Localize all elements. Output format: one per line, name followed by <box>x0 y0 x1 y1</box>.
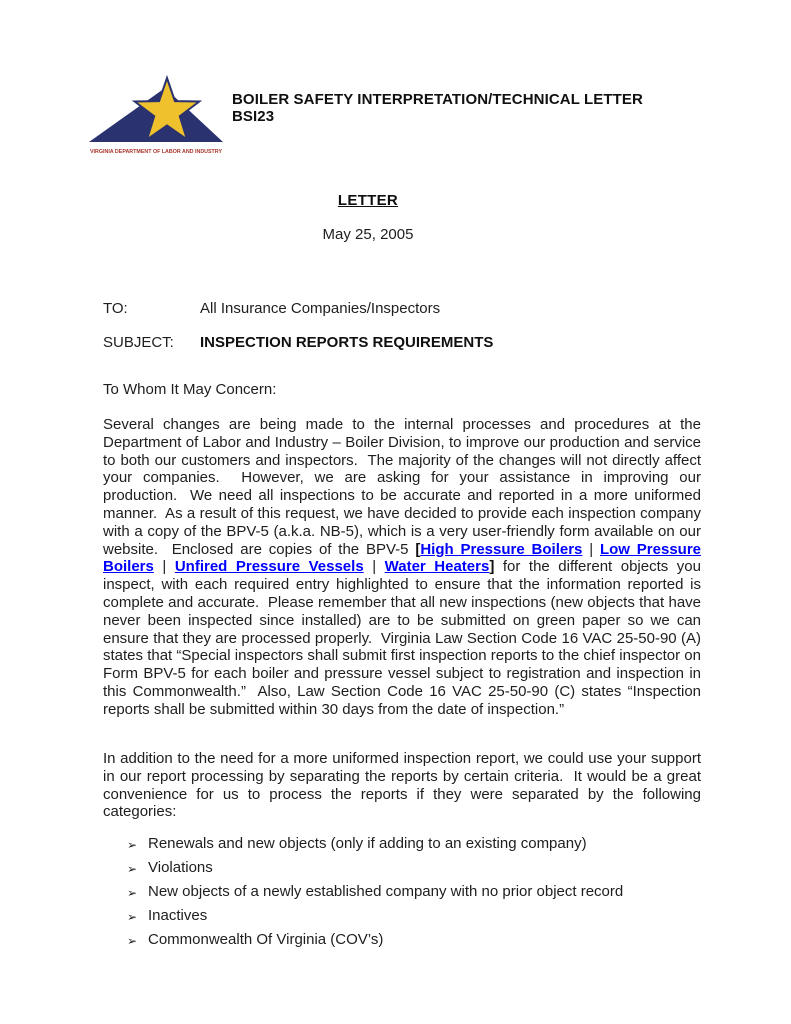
low-pressure-boilers-link[interactable]: Low Pressure Boilers <box>103 540 702 576</box>
bracket-text: ] <box>489 558 495 576</box>
letter-date: May 25, 2005 <box>322 226 414 243</box>
list-item-text: Violations <box>148 859 213 876</box>
paragraph-text: Several changes are being made to the internal processes and procedures at the Department of Labor and Industry – Boiler Division, to improve our production and service to both our customers and inspectors. The majority of the changes will not directly affect your companies. However, we are asking for your assistance in improving our production. We need all inspections to be accurate and reported in a more uniformed manner. As a result of this request, we have decided to provide each inspection company with a copy of the BPV-5 (a.k.a. NB-5), which is a very user-friendly form available on our website. Enclosed are copies of the BPV-5 <box>103 416 701 558</box>
list-item <box>103 931 701 949</box>
water-heaters-link[interactable]: Water Heaters <box>384 558 490 576</box>
category-list <box>103 835 701 955</box>
list-item-text: New objects of a newly established company with no prior object record <box>148 883 624 900</box>
arrow-bullet-icon: ➢ <box>127 910 138 924</box>
document-title <box>232 91 712 125</box>
virginia-dept-labor-industry-logo <box>88 75 224 160</box>
paragraph-text: | <box>153 558 175 576</box>
document-title-line2: BSI23 <box>232 108 275 125</box>
paragraph-text: | <box>582 540 600 558</box>
list-item <box>103 883 701 901</box>
body-paragraph-1 <box>103 416 701 719</box>
list-item-text: Renewals and new objects (only if adding to an existing company) <box>148 835 587 852</box>
subject-row <box>103 334 493 352</box>
list-item <box>103 835 701 853</box>
to-value: All Insurance Companies/Inspectors <box>200 300 441 317</box>
paragraph-text: | <box>363 558 385 576</box>
list-item-text: Commonwealth Of Virginia (COV’s) <box>148 931 384 948</box>
to-row <box>103 300 440 318</box>
document-title-line1: BOILER SAFETY INTERPRETATION/TECHNICAL LETTER <box>232 91 643 108</box>
arrow-bullet-icon: ➢ <box>127 886 138 900</box>
arrow-bullet-icon: ➢ <box>127 934 138 948</box>
arrow-bullet-icon: ➢ <box>127 838 138 852</box>
bracket-text: [ <box>415 540 421 558</box>
letter-heading: LETTER <box>337 192 399 209</box>
list-item <box>103 859 701 877</box>
list-item <box>103 907 701 925</box>
subject-label: SUBJECT: <box>103 334 174 351</box>
body-paragraph-2: In addition to the need for a more uniformed inspection report, we could use your support in our report processing by separating the reports by certain criteria. It would be a great convenience for us to process the reports if they were separated by the following categories: <box>103 750 701 821</box>
list-item-text: Inactives <box>148 907 208 924</box>
letter-heading-row <box>103 192 701 210</box>
to-label: TO: <box>103 300 128 317</box>
arrow-bullet-icon: ➢ <box>127 862 138 876</box>
salutation: To Whom It May Concern: <box>103 381 277 398</box>
subject-value: INSPECTION REPORTS REQUIREMENTS <box>200 334 494 351</box>
paragraph-text: for the different objects you inspect, with each required entry highlighted to ensure that the information reported is complete and accurate. Please remember that all new inspections (new objects that have never been inspected since installed) are to be submitted on green paper so we can ensure that they are processed properly. Virginia Law Section Code 16 VAC 25-50-90 (A) states that “Special inspectors shall submit first inspection reports to the chief inspector on Form BPV-5 for each boiler and pressure vessel subject to registration and inspection in this Commonwealth.” Also, Law Section Code 16 VAC 25-50-90 (C) states “Inspection reports shall be submitted within 30 days from the date of inspection.” <box>103 558 701 718</box>
logo-caption: VIRGINIA DEPARTMENT OF LABOR AND INDUSTRY <box>90 149 223 155</box>
high-pressure-boilers-link[interactable]: High Pressure Boilers <box>420 540 583 558</box>
unfired-pressure-vessels-link[interactable]: Unfired Pressure Vessels <box>174 558 364 576</box>
